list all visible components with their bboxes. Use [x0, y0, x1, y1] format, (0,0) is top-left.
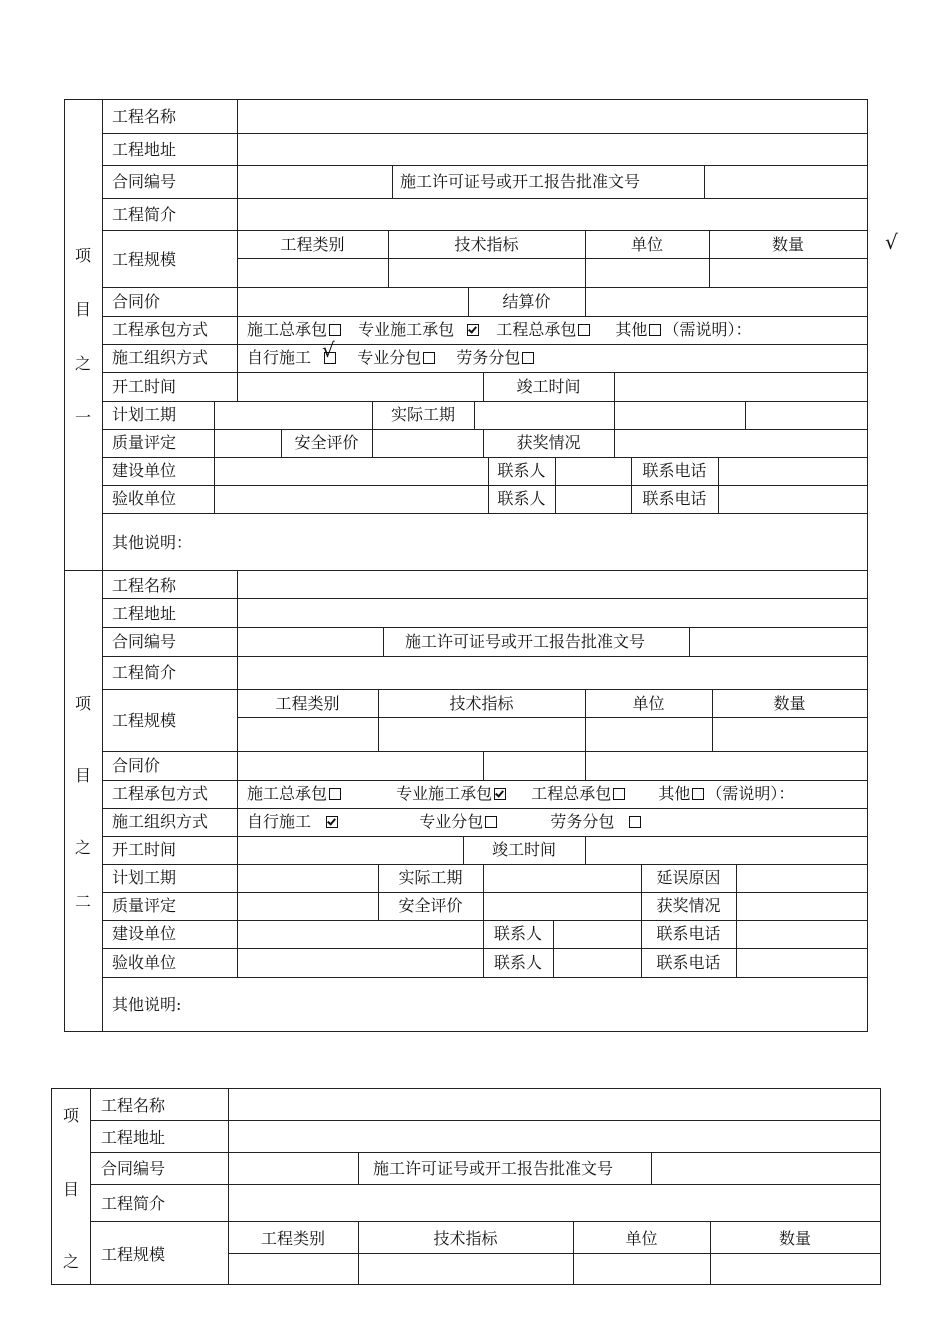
option-other: 其他	[658, 784, 691, 803]
org-mode-options	[247, 812, 643, 832]
side-label-char: 项	[74, 694, 91, 713]
label-project-scale: 工程规模	[112, 711, 177, 730]
label-project-name: 工程名称	[112, 107, 177, 126]
option-subcontract: 专业分包	[419, 812, 484, 831]
label-project-name: 工程名称	[112, 576, 177, 595]
label-project-address: 工程地址	[101, 1128, 166, 1147]
option-general-contract: 施工总承包	[247, 784, 328, 803]
label-contract-mode: 工程承包方式	[112, 784, 209, 803]
label-other-notes: 其他说明：	[112, 533, 193, 552]
option-special-contract: 专业施工承包	[396, 784, 493, 803]
label-plan-period: 计划工期	[112, 868, 177, 887]
label-phone: 联系电话	[642, 489, 707, 508]
option-other-note: （需说明）：	[663, 320, 752, 339]
org-mode-options	[247, 348, 536, 368]
option-general-contract: 施工总承包	[247, 320, 328, 339]
label-delay-reason: 延误原因	[656, 868, 721, 887]
option-epc-contract: 工程总承包	[496, 320, 577, 339]
header-quantity: 数量	[778, 1229, 811, 1248]
label-safety: 安全评价	[294, 433, 359, 452]
label-org-mode: 施工组织方式	[112, 348, 209, 367]
label-quality: 质量评定	[112, 433, 177, 452]
label-actual-period: 实际工期	[398, 868, 463, 887]
label-project-address: 工程地址	[112, 140, 177, 159]
checkbox-self-construction[interactable]	[326, 816, 338, 828]
option-other-note: （需说明）：	[706, 784, 795, 803]
label-project-name: 工程名称	[101, 1096, 166, 1115]
label-start-time: 开工时间	[112, 840, 177, 859]
checkbox-subcontract[interactable]	[423, 352, 435, 364]
header-category: 工程类别	[260, 1229, 325, 1248]
option-epc-contract: 工程总承包	[531, 784, 612, 803]
label-end-time: 竣工时间	[491, 840, 556, 859]
label-builder: 建设单位	[112, 461, 177, 480]
label-start-time: 开工时间	[112, 377, 177, 396]
label-permit-no: 施工许可证号或开工报告批准文号	[373, 1159, 614, 1178]
label-awards: 获奖情况	[656, 896, 721, 915]
side-label-char: 项	[62, 1106, 79, 1125]
side-label-char: 目	[62, 1180, 79, 1199]
side-label-char: 目	[74, 300, 91, 319]
side-label-char: 项	[74, 246, 91, 265]
side-label-char: 之	[74, 838, 91, 857]
header-category: 工程类别	[275, 694, 340, 713]
checkmark-annotation: √	[885, 230, 898, 254]
label-project-scale: 工程规模	[101, 1245, 166, 1264]
option-subcontract: 专业分包	[357, 348, 422, 367]
label-project-intro: 工程简介	[112, 663, 177, 682]
label-settlement-price: 结算价	[502, 292, 551, 311]
label-contact: 联系人	[493, 924, 542, 943]
header-unit: 单位	[625, 1229, 658, 1248]
checkbox-general-contract[interactable]	[329, 324, 341, 336]
header-tech-index: 技术指标	[449, 694, 514, 713]
label-acceptor: 验收单位	[112, 953, 177, 972]
checkbox-general-contract[interactable]	[329, 788, 341, 800]
label-phone: 联系电话	[656, 953, 721, 972]
label-phone: 联系电话	[656, 924, 721, 943]
side-label-char: 一	[74, 408, 91, 427]
option-special-contract: 专业施工承包	[358, 320, 455, 339]
label-contract-price: 合同价	[112, 292, 161, 311]
checkbox-special-contract[interactable]	[494, 788, 506, 800]
label-contract-price: 合同价	[112, 756, 161, 775]
label-contact: 联系人	[497, 461, 546, 480]
checkbox-epc-contract[interactable]	[578, 324, 590, 336]
label-permit-no: 施工许可证号或开工报告批准文号	[400, 172, 641, 191]
option-labor-subcontract: 劳务分包	[456, 348, 521, 367]
option-labor-subcontract: 劳务分包	[550, 812, 615, 831]
checkbox-other[interactable]	[692, 788, 704, 800]
label-contract-no: 合同编号	[112, 172, 177, 191]
header-tech-index: 技术指标	[433, 1229, 498, 1248]
label-contact: 联系人	[497, 489, 546, 508]
contract-mode-options	[247, 784, 794, 804]
side-label-char: 之	[74, 354, 91, 373]
label-contract-mode: 工程承包方式	[112, 320, 209, 339]
label-awards: 获奖情况	[516, 433, 581, 452]
checkbox-special-contract[interactable]	[467, 324, 479, 336]
label-contract-no: 合同编号	[112, 632, 177, 651]
option-self-construction: 自行施工	[247, 348, 312, 367]
contract-mode-options	[247, 320, 751, 340]
header-category: 工程类别	[280, 235, 345, 254]
side-label-char: 二	[74, 892, 91, 911]
header-tech-index: 技术指标	[454, 235, 519, 254]
handwritten-check: √	[322, 338, 335, 362]
checkbox-subcontract[interactable]	[485, 816, 497, 828]
label-contract-no: 合同编号	[101, 1159, 166, 1178]
label-permit-no: 施工许可证号或开工报告批准文号	[405, 632, 646, 651]
label-other-notes: 其他说明:	[112, 995, 182, 1014]
header-unit: 单位	[630, 235, 663, 254]
label-quality: 质量评定	[112, 896, 177, 915]
checkbox-other[interactable]	[649, 324, 661, 336]
label-safety: 安全评价	[398, 896, 463, 915]
side-label-char: 之	[62, 1252, 79, 1271]
checkbox-labor-subcontract[interactable]	[629, 816, 641, 828]
header-quantity: 数量	[771, 235, 804, 254]
label-end-time: 竣工时间	[516, 377, 581, 396]
option-self-construction: 自行施工	[247, 812, 312, 831]
header-quantity: 数量	[773, 694, 806, 713]
option-other: 其他	[615, 320, 648, 339]
label-phone: 联系电话	[642, 461, 707, 480]
label-builder: 建设单位	[112, 924, 177, 943]
label-acceptor: 验收单位	[112, 489, 177, 508]
label-org-mode: 施工组织方式	[112, 812, 209, 831]
label-project-intro: 工程简介	[101, 1194, 166, 1213]
label-project-scale: 工程规模	[112, 250, 177, 269]
label-project-intro: 工程简介	[112, 205, 177, 224]
label-plan-period: 计划工期	[112, 405, 177, 424]
label-project-address: 工程地址	[112, 604, 177, 623]
side-label-char: 目	[74, 766, 91, 785]
checkbox-labor-subcontract[interactable]	[522, 352, 534, 364]
checkbox-epc-contract[interactable]	[613, 788, 625, 800]
label-contact: 联系人	[493, 953, 542, 972]
header-unit: 单位	[632, 694, 665, 713]
label-actual-period: 实际工期	[390, 405, 455, 424]
